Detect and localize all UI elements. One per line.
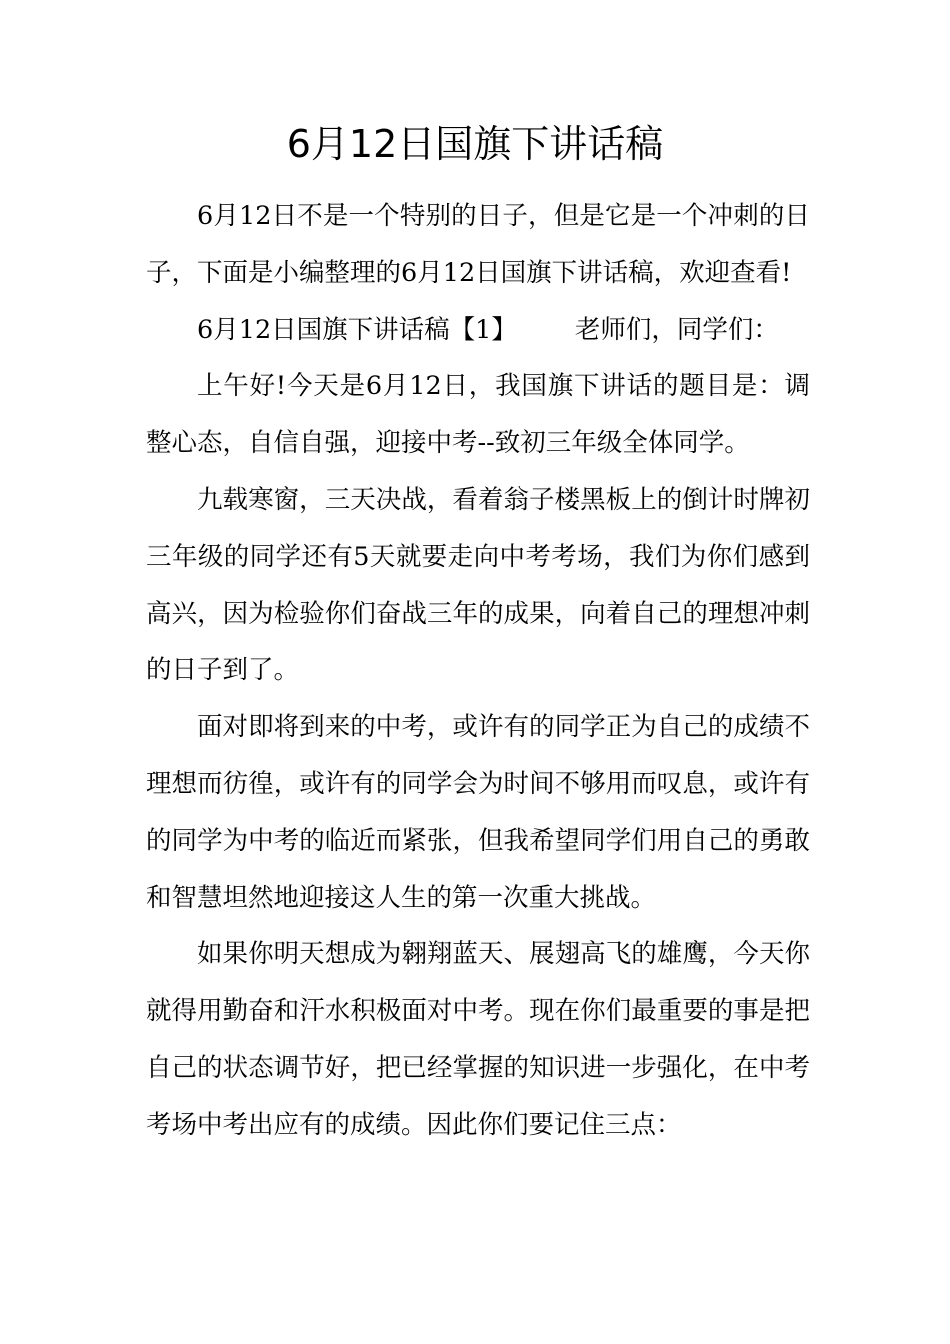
intro-paragraph: 6月12日不是一个特别的日子，但是它是一个冲刺的日子，下面是小编整理的6月12日国旗下讲话稿，欢迎查看!: [146, 201, 810, 288]
body-paragraph-2: 九载寒窗，三天决战，看着翁子楼黑板上的倒计时牌初三年级的同学还有5天就要走向中考考场，我们为你们感到高兴，因为检验你们奋战三年的成果，向着自己的理想冲刺的日子到了。: [146, 484, 810, 686]
body-paragraph-1: 上午好!今天是6月12日，我国旗下讲话的题目是：调整心态，自信自强，迎接中考--致初三年级全体同学。: [146, 371, 810, 459]
document-title: 6月12日国旗下讲话稿: [286, 122, 664, 166]
salutation: 老师们，同学们：: [574, 314, 779, 345]
section-heading: 6月12日国旗下讲话稿【1】: [197, 314, 517, 345]
section-heading-line: [146, 302, 810, 359]
document-body: [146, 188, 810, 1154]
body-paragraph-4: 如果你明天想成为翱翔蓝天、展翅高飞的雄鹰，今天你就得用勤奋和汗水积极面对中考。现在你们最重要的事是把自己的状态调节好，把已经掌握的知识进一步强化，在中考考场中考出应有的成绩。因此你们要记住三点：: [146, 939, 810, 1140]
body-paragraph-3: 面对即将到来的中考，或许有的同学正为自己的成绩不理想而彷徨，或许有的同学会为时间不够用而叹息，或许有的同学为中考的临近而紧张，但我希望同学们用自己的勇敢和智慧坦然地迎接这人生的第一次重大挑战。: [146, 712, 810, 913]
